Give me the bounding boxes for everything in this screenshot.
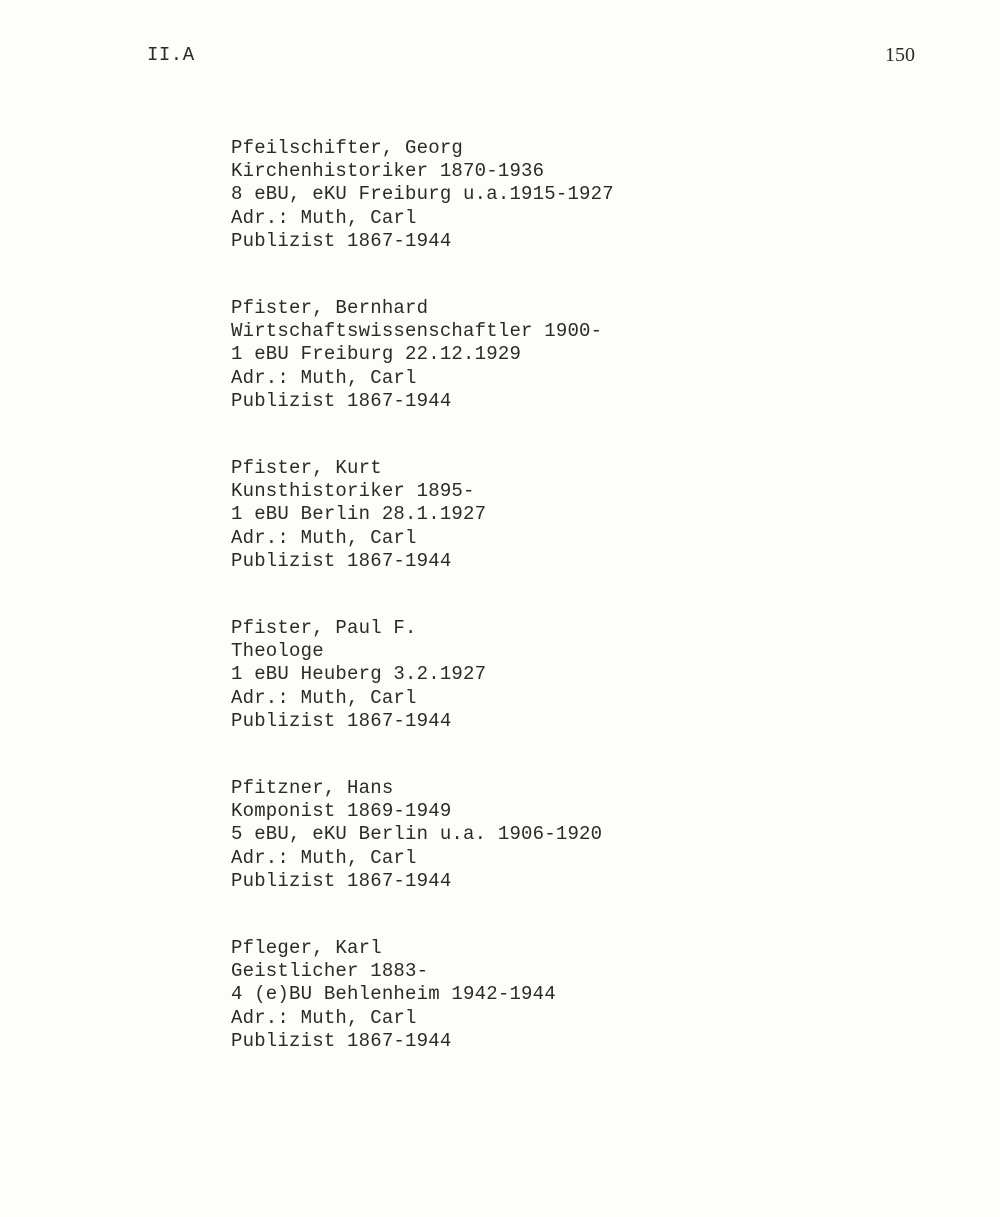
entry-addressee-info: Publizist 1867-1944 [231,229,452,252]
entry-address: Adr.: Muth, Carl [231,846,417,869]
entry-profession: Geistlicher 1883- [231,960,429,983]
section-label: II.A [147,44,195,66]
entry-addressee-info: Publizist 1867-1944 [231,709,452,732]
entry [231,457,931,617]
entry [231,937,931,1097]
entry-name: Pfitzner, Hans [231,777,394,799]
entry-profession: Wirtschaftswissenschaftler 1900- [231,320,603,343]
entry-letters: 5 eBU, eKU Berlin u.a. 1906-1920 [231,823,603,846]
entry-addressee-info: Publizist 1867-1944 [231,389,452,412]
entry-address: Adr.: Muth, Carl [231,686,417,709]
entry-letters: 1 eBU Berlin 28.1.1927 [231,503,487,526]
entry [231,617,931,777]
entry-name: Pfister, Kurt [231,457,382,479]
entry [231,297,931,457]
entry-addressee-info: Publizist 1867-1944 [231,549,452,572]
entry-profession: Kunsthistoriker 1895- [231,480,475,503]
entry-letters: 4 (e)BU Behlenheim 1942-1944 [231,983,556,1006]
entry-name: Pfleger, Karl [231,937,382,959]
entry-profession: Kirchenhistoriker 1870-1936 [231,160,545,183]
entry-profession: Komponist 1869-1949 [231,800,452,823]
entry-list [231,137,931,1097]
entry-letters: 1 eBU Heuberg 3.2.1927 [231,663,487,686]
entry-addressee-info: Publizist 1867-1944 [231,1029,452,1052]
entry-letters: 1 eBU Freiburg 22.12.1929 [231,343,522,366]
entry-name: Pfeilschifter, Georg [231,137,464,159]
entry-name: Pfister, Paul F. [231,617,417,639]
entry-name: Pfister, Bernhard [231,297,429,319]
entry-address: Adr.: Muth, Carl [231,1006,417,1029]
entry-letters: 8 eBU, eKU Freiburg u.a.1915-1927 [231,183,614,206]
page-number: 150 [885,44,915,66]
entry [231,777,931,937]
entry-addressee-info: Publizist 1867-1944 [231,869,452,892]
entry-address: Adr.: Muth, Carl [231,526,417,549]
entry [231,137,931,297]
entry-address: Adr.: Muth, Carl [231,206,417,229]
entry-profession: Theologe [231,640,324,663]
entry-address: Adr.: Muth, Carl [231,366,417,389]
